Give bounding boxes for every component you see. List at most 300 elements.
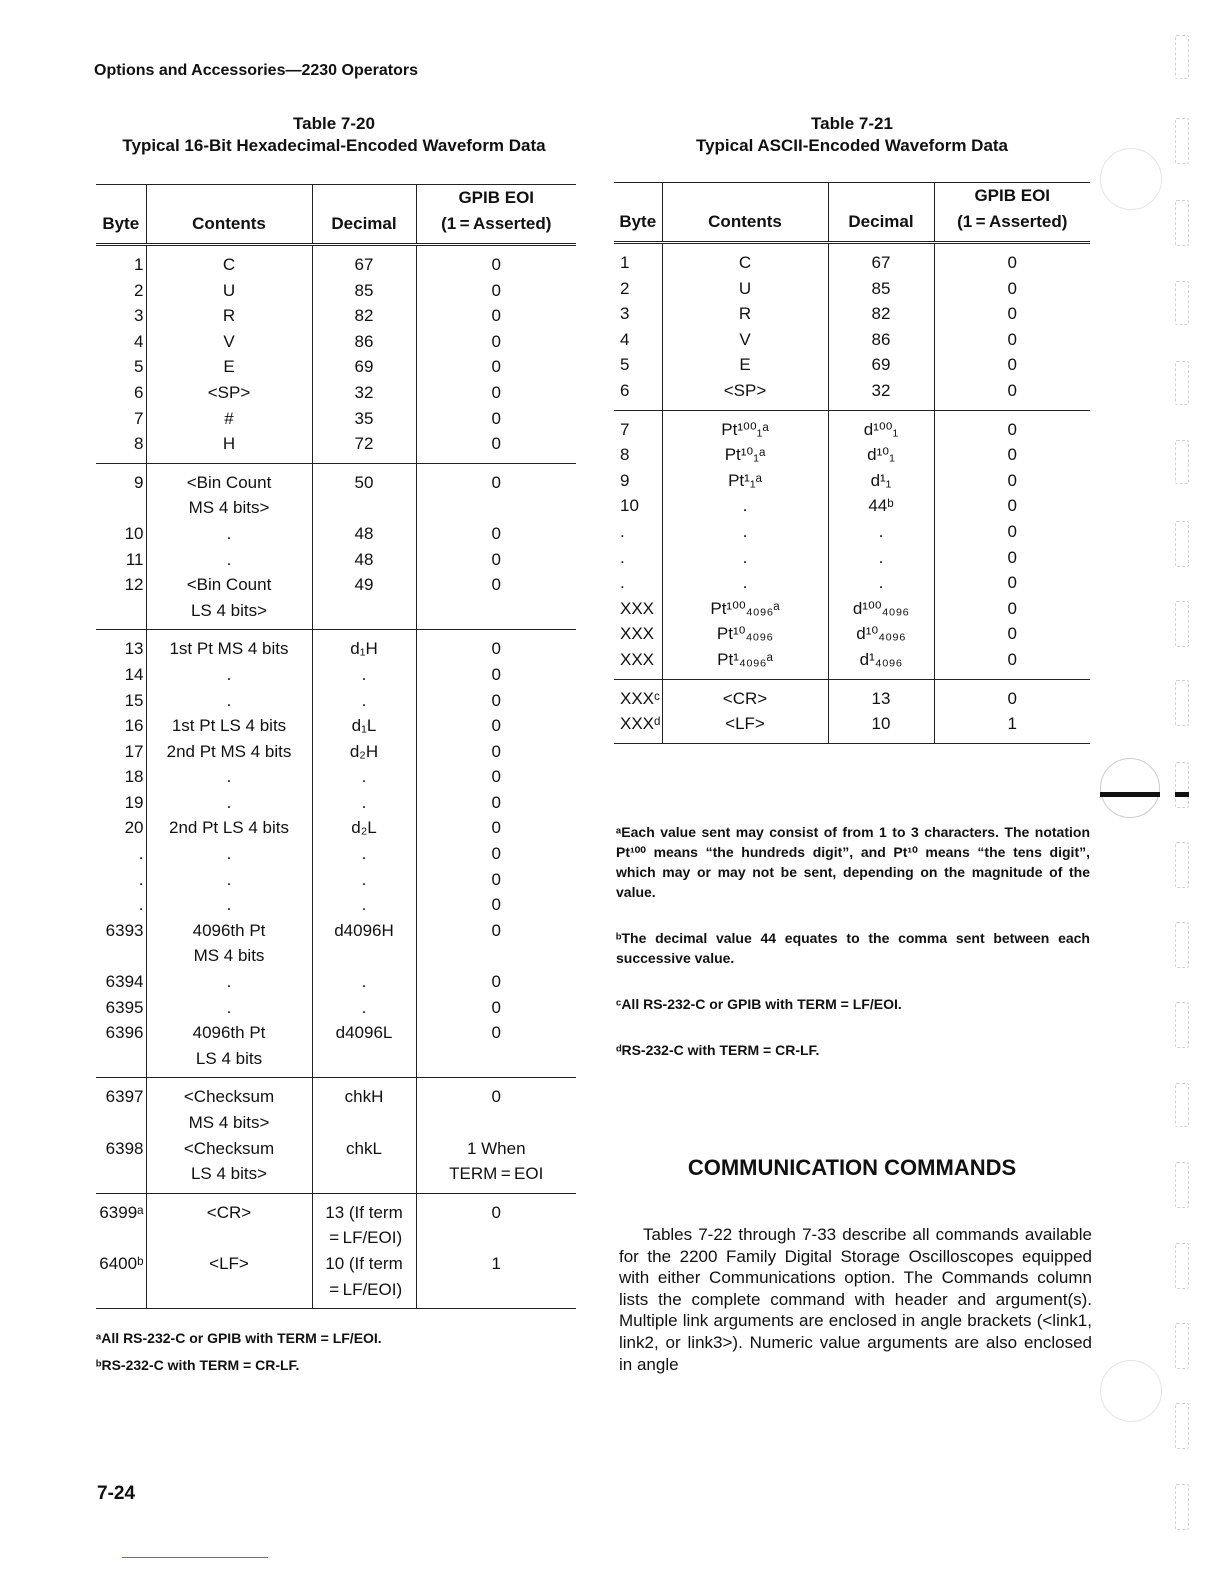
gpib-eoi-cell: 0 <box>934 378 1090 404</box>
contents-cell: C <box>662 250 828 276</box>
table-7-20-caption <box>96 113 572 157</box>
gpib-eoi-cell: 0 <box>416 470 576 496</box>
decimal-cell: d4096L <box>312 1020 416 1046</box>
contents-cell: LS 4 bits> <box>146 598 312 624</box>
margin-tab-mark <box>1175 521 1189 567</box>
byte-cell: 7 <box>620 419 630 439</box>
contents-cell: MS 4 bits <box>146 943 312 969</box>
table-row <box>614 327 1090 353</box>
contents-cell: . <box>662 570 828 596</box>
gpib-eoi-cell: 0 <box>934 570 1090 596</box>
gpib-eoi-cell: 0 <box>934 352 1090 378</box>
contents-cell: <Bin Count <box>146 572 312 598</box>
byte-cell: 4 <box>620 329 630 349</box>
contents-cell: V <box>662 327 828 353</box>
decimal-cell: 44ᵇ <box>828 493 934 519</box>
decimal-cell: chkL <box>312 1136 416 1162</box>
byte-cell: 9 <box>134 472 144 492</box>
gpib-eoi-label: GPIB EOI <box>458 188 535 207</box>
decimal-cell <box>312 1046 416 1072</box>
byte-cell: 2 <box>620 278 630 298</box>
table-row <box>96 354 576 380</box>
margin-tab-mark <box>1175 200 1189 246</box>
contents-cell: E <box>662 352 828 378</box>
gpib-eoi-cell: 0 <box>416 406 576 432</box>
decimal-cell <box>312 1110 416 1136</box>
byte-cell: 15 <box>124 690 144 710</box>
byte-cell: 2 <box>134 280 144 300</box>
decimal-cell: 67 <box>828 250 934 276</box>
table-row <box>614 545 1090 571</box>
gpib-eoi-cell: 0 <box>934 621 1090 647</box>
table-row <box>96 252 576 278</box>
gpib-eoi-cell: TERM = EOI <box>416 1161 576 1187</box>
byte-cell <box>96 943 146 969</box>
decimal-cell: . <box>828 519 934 545</box>
contents-cell: U <box>662 276 828 302</box>
gpib-eoi-cell: 0 <box>416 1084 576 1110</box>
decimal-cell: 48 <box>312 521 416 547</box>
contents-cell: . <box>662 493 828 519</box>
gpib-eoi-cell: 0 <box>416 764 576 790</box>
contents-cell: LS 4 bits> <box>146 1161 312 1187</box>
gpib-eoi-cell: 0 <box>934 442 1090 468</box>
table-row <box>96 406 576 432</box>
table-row <box>96 547 576 573</box>
decimal-cell <box>312 598 416 624</box>
table-row <box>96 495 576 521</box>
contents-cell: 4096th Pt <box>146 918 312 944</box>
byte-cell: 10 <box>124 523 144 543</box>
contents-cell <box>146 1225 312 1251</box>
section-heading: COMMUNICATION COMMANDS <box>687 1155 1017 1180</box>
footnote-c: ᶜAll RS-232-C or GPIB with TERM = LF/EOI. <box>616 996 902 1012</box>
margin-tab-mark <box>1175 680 1189 726</box>
contents-cell: 1st Pt MS 4 bits <box>146 636 312 662</box>
decimal-cell: 67 <box>312 252 416 278</box>
gpib-eoi-cell: 0 <box>934 301 1090 327</box>
table-number: Table 7-20 <box>293 114 375 133</box>
byte-cell: 18 <box>124 767 144 787</box>
gpib-eoi-cell: 0 <box>934 468 1090 494</box>
gpib-eoi-cell: 0 <box>934 686 1090 712</box>
table-row <box>96 739 576 765</box>
decimal-cell: d₂H <box>312 739 416 765</box>
punch-hole-mark <box>1100 758 1160 798</box>
gpib-eoi-cell <box>416 1225 576 1251</box>
table-row-group <box>96 245 576 464</box>
table-row <box>96 867 576 893</box>
contents-cell: MS 4 bits> <box>146 495 312 521</box>
table-row <box>614 686 1090 712</box>
table-row <box>614 442 1090 468</box>
margin-tab-mark <box>1175 440 1189 484</box>
byte-cell: 16 <box>124 716 144 736</box>
byte-cell <box>96 1277 146 1303</box>
punch-hole-mark <box>1100 148 1162 210</box>
footnote-b: ᵇThe decimal value 44 equates to the comma sent between each successive value. <box>616 930 1090 966</box>
gpib-eoi-cell: 0 <box>416 995 576 1021</box>
gpib-eoi-cell: 0 <box>416 572 576 598</box>
table-row <box>96 969 576 995</box>
table-row <box>96 1084 576 1110</box>
decimal-cell: 85 <box>828 276 934 302</box>
table-row <box>614 417 1090 443</box>
table-row <box>96 521 576 547</box>
decimal-cell: . <box>312 790 416 816</box>
gpib-eoi-cell: 0 <box>416 662 576 688</box>
contents-cell: <Checksum <box>146 1136 312 1162</box>
contents-cell: MS 4 bits> <box>146 1110 312 1136</box>
byte-cell: 17 <box>124 741 144 761</box>
contents-cell: 2nd Pt MS 4 bits <box>146 739 312 765</box>
contents-cell: R <box>662 301 828 327</box>
byte-cell: 11 <box>125 549 144 569</box>
byte-cell: 3 <box>620 304 630 324</box>
decimal-cell: . <box>312 764 416 790</box>
margin-tab-mark <box>1175 1162 1189 1208</box>
contents-cell: Pt¹⁰⁰₄₀₉₆ᵃ <box>662 596 828 622</box>
table-row <box>96 943 576 969</box>
decimal-cell: . <box>828 545 934 571</box>
gpib-eoi-cell: 0 <box>416 252 576 278</box>
table-row <box>614 352 1090 378</box>
contents-cell: . <box>662 519 828 545</box>
byte-cell: XXX <box>620 649 655 669</box>
byte-cell: 19 <box>124 792 144 812</box>
decimal-cell: 86 <box>312 329 416 355</box>
table-row <box>96 1020 576 1046</box>
contents-cell: . <box>146 995 312 1021</box>
contents-cell: . <box>146 688 312 714</box>
contents-cell: . <box>146 547 312 573</box>
table-row <box>96 764 576 790</box>
gpib-eoi-cell: 0 <box>416 354 576 380</box>
table-title: Typical 16-Bit Hexadecimal-Encoded Waveform Data <box>122 136 546 155</box>
table-7-20-footnotes <box>96 1328 576 1382</box>
gpib-eoi-cell: 0 <box>934 493 1090 519</box>
table-row <box>96 572 576 598</box>
gpib-eoi-cell: 0 <box>416 1020 576 1046</box>
byte-cell <box>96 495 146 521</box>
table-row <box>96 1136 576 1162</box>
contents-cell: <LF> <box>146 1251 312 1277</box>
gpib-eoi-cell: 0 <box>416 329 576 355</box>
decimal-cell: = LF/EOI) <box>312 1225 416 1251</box>
gpib-eoi-cell: 0 <box>416 303 576 329</box>
contents-cell: <CR> <box>146 1200 312 1226</box>
byte-cell: XXXᵈ <box>620 714 661 734</box>
table-row <box>96 841 576 867</box>
contents-cell: . <box>146 764 312 790</box>
margin-tab-mark <box>1175 1083 1189 1127</box>
contents-cell: . <box>146 662 312 688</box>
contents-cell: <Bin Count <box>146 470 312 496</box>
decimal-cell: . <box>312 969 416 995</box>
byte-cell: 4 <box>134 331 144 351</box>
table-row <box>96 995 576 1021</box>
table-row <box>96 636 576 662</box>
table-row <box>96 1251 576 1277</box>
gpib-eoi-cell: 1 When <box>416 1136 576 1162</box>
decimal-cell: 85 <box>312 278 416 304</box>
table-row-group <box>96 1078 576 1193</box>
table-row <box>614 250 1090 276</box>
margin-tab-mark <box>1175 1484 1189 1530</box>
column-header-gpib-eoi <box>416 185 576 245</box>
decimal-cell: 50 <box>312 470 416 496</box>
byte-cell: . <box>138 895 144 915</box>
table-row <box>614 468 1090 494</box>
decimal-cell: 13 <box>828 686 934 712</box>
decimal-cell: d4096H <box>312 918 416 944</box>
table-row <box>96 688 576 714</box>
gpib-eoi-cell: 0 <box>934 276 1090 302</box>
decimal-cell: 10 <box>828 711 934 737</box>
decimal-cell: 82 <box>312 303 416 329</box>
table-row <box>96 662 576 688</box>
gpib-eoi-cell: 0 <box>416 841 576 867</box>
table-row <box>96 329 576 355</box>
table-row <box>96 278 576 304</box>
decimal-cell: d₂L <box>312 815 416 841</box>
page-number: 7-24 <box>97 1483 136 1504</box>
table-number: Table 7-21 <box>811 114 893 133</box>
table-row <box>96 918 576 944</box>
margin-bar-mark <box>1175 792 1189 797</box>
decimal-cell: chkH <box>312 1084 416 1110</box>
byte-cell <box>96 598 146 624</box>
gpib-eoi-cell: 1 <box>416 1251 576 1277</box>
margin-tab-mark <box>1175 762 1189 808</box>
contents-cell: <Checksum <box>146 1084 312 1110</box>
byte-cell: 8 <box>134 434 144 454</box>
contents-cell: 1st Pt LS 4 bits <box>146 713 312 739</box>
table-row-group <box>614 243 1090 411</box>
byte-cell <box>96 1225 146 1251</box>
decimal-cell: d¹₁ <box>828 468 934 494</box>
byte-cell: 6396 <box>105 1023 144 1043</box>
table-row <box>614 570 1090 596</box>
gpib-eoi-cell: 0 <box>416 380 576 406</box>
contents-cell: LS 4 bits <box>146 1046 312 1072</box>
decimal-cell: . <box>312 892 416 918</box>
margin-tab-mark <box>1175 842 1189 888</box>
table-row-group <box>614 679 1090 743</box>
byte-cell: 1 <box>620 253 630 272</box>
decimal-cell: . <box>312 995 416 1021</box>
contents-cell: 4096th Pt <box>146 1020 312 1046</box>
byte-cell: 20 <box>124 818 144 838</box>
decimal-cell: 48 <box>312 547 416 573</box>
byte-cell: 6393 <box>105 920 144 940</box>
table-row-group <box>614 410 1090 679</box>
byte-cell <box>96 1110 146 1136</box>
margin-tab-mark <box>1175 1323 1189 1369</box>
gpib-eoi-cell: 0 <box>934 250 1090 276</box>
column-header-contents: Contents <box>146 185 312 245</box>
decimal-cell: 82 <box>828 301 934 327</box>
gpib-eoi-cell: 0 <box>416 521 576 547</box>
decimal-cell: = LF/EOI) <box>312 1277 416 1303</box>
margin-tab-mark <box>1175 1403 1189 1449</box>
contents-cell: . <box>662 545 828 571</box>
contents-cell: 2nd Pt LS 4 bits <box>146 815 312 841</box>
gpib-eoi-cell: 0 <box>416 739 576 765</box>
decimal-cell: . <box>828 570 934 596</box>
table-row <box>96 1225 576 1251</box>
column-header-byte: Byte <box>614 183 662 243</box>
byte-cell: XXX <box>620 624 655 644</box>
gpib-eoi-cell <box>416 1110 576 1136</box>
byte-cell: 14 <box>124 664 144 684</box>
gpib-eoi-cell <box>416 598 576 624</box>
byte-cell: . <box>620 547 625 567</box>
gpib-eoi-cell: 0 <box>416 892 576 918</box>
byte-cell: 12 <box>124 575 144 595</box>
table-row <box>614 519 1090 545</box>
table-row <box>96 470 576 496</box>
gpib-eoi-cell: 0 <box>416 278 576 304</box>
byte-cell: 6 <box>134 382 144 402</box>
asserted-label: (1 = Asserted) <box>441 214 552 233</box>
contents-cell: C <box>146 252 312 278</box>
contents-cell: <LF> <box>662 711 828 737</box>
decimal-cell: 86 <box>828 327 934 353</box>
byte-cell: . <box>138 844 144 864</box>
footnote-b: ᵇRS-232-C with TERM = CR-LF. <box>96 1357 300 1373</box>
margin-tab-mark <box>1175 1002 1189 1048</box>
byte-cell: 1 <box>134 255 144 274</box>
margin-tab-mark <box>1175 922 1189 968</box>
gpib-eoi-cell: 0 <box>416 1200 576 1226</box>
gpib-eoi-cell: 0 <box>416 547 576 573</box>
byte-cell: 6399ᵃ <box>99 1202 144 1222</box>
decimal-cell: . <box>312 688 416 714</box>
decimal-cell: d₁L <box>312 713 416 739</box>
decimal-cell: d¹⁰⁰₁ <box>828 417 934 443</box>
gpib-eoi-cell: 0 <box>934 596 1090 622</box>
table-7-20 <box>96 184 576 1309</box>
decimal-cell: 32 <box>312 380 416 406</box>
decimal-cell: 13 (If term <box>312 1200 416 1226</box>
gpib-eoi-cell: 0 <box>934 417 1090 443</box>
margin-tab-mark <box>1175 361 1189 405</box>
table-row <box>614 301 1090 327</box>
gpib-eoi-cell: 0 <box>416 918 576 944</box>
byte-cell <box>96 1046 146 1072</box>
byte-cell: 3 <box>134 306 144 326</box>
margin-tab-mark <box>1175 281 1189 325</box>
gpib-eoi-cell: 0 <box>416 431 576 457</box>
decimal-cell: 49 <box>312 572 416 598</box>
byte-cell: 6 <box>620 380 630 400</box>
decimal-cell <box>312 943 416 969</box>
byte-cell: 7 <box>134 408 144 428</box>
table-row <box>614 711 1090 737</box>
asserted-label: (1 = Asserted) <box>957 212 1068 231</box>
contents-cell: Pt¹⁰⁰₁ᵃ <box>662 417 828 443</box>
byte-cell: 13 <box>124 639 144 659</box>
decimal-cell <box>312 1161 416 1187</box>
margin-tab-mark <box>1175 1243 1189 1289</box>
table-7-21 <box>614 182 1090 744</box>
table-row <box>96 1161 576 1187</box>
gpib-eoi-cell <box>416 943 576 969</box>
contents-cell: # <box>146 406 312 432</box>
table-row-group <box>96 630 576 1078</box>
margin-tab-mark <box>1175 118 1189 164</box>
gpib-eoi-cell: 0 <box>416 688 576 714</box>
decimal-cell: d¹₄₀₉₆ <box>828 647 934 673</box>
table-7-21-caption <box>614 113 1090 157</box>
byte-cell: 6398 <box>105 1138 144 1158</box>
gpib-eoi-cell: 0 <box>416 867 576 893</box>
byte-cell: 6400ᵇ <box>99 1253 144 1273</box>
gpib-eoi-cell: 0 <box>416 790 576 816</box>
table-row <box>614 378 1090 404</box>
gpib-eoi-cell: 0 <box>416 969 576 995</box>
table-row <box>614 493 1090 519</box>
section-body: Tables 7-22 through 7-33 describe all commands available for the 2200 Family Digital Storage Oscilloscopes equipped with either Communications option. The Commands column lists the complete command with header and argument(s). Multiple link arguments are enclosed in angle brackets (<link1, link2, or link3>). Numeric value arguments are also enclosed in angle <box>619 1225 1092 1374</box>
contents-cell: R <box>146 303 312 329</box>
contents-cell: V <box>146 329 312 355</box>
contents-cell: . <box>146 790 312 816</box>
byte-cell: . <box>620 573 625 593</box>
decimal-cell: . <box>312 867 416 893</box>
decimal-cell: d¹⁰₁ <box>828 442 934 468</box>
table-row <box>96 1110 576 1136</box>
table-row <box>614 596 1090 622</box>
running-header: Options and Accessories—2230 Operators <box>94 62 418 79</box>
contents-cell: Pt¹⁰₁ᵃ <box>662 442 828 468</box>
group-spacer <box>96 245 576 253</box>
decimal-cell: 32 <box>828 378 934 404</box>
gpib-eoi-cell <box>416 1277 576 1303</box>
decimal-cell: d₁H <box>312 636 416 662</box>
byte-cell: XXX <box>620 598 655 618</box>
column-header-decimal: Decimal <box>312 185 416 245</box>
table-row-group <box>96 463 576 630</box>
table-row <box>96 713 576 739</box>
byte-cell: XXXᶜ <box>620 688 661 708</box>
contents-cell: . <box>146 867 312 893</box>
byte-cell: 6394 <box>105 972 144 992</box>
table-row <box>96 598 576 624</box>
decimal-cell: . <box>312 662 416 688</box>
byte-cell: 5 <box>134 357 144 377</box>
contents-cell: Pt¹₄₀₉₆ᵃ <box>662 647 828 673</box>
margin-tab-mark <box>1175 35 1189 79</box>
footer-rule <box>122 1557 268 1558</box>
decimal-cell: 72 <box>312 431 416 457</box>
group-spacer <box>614 243 1090 251</box>
contents-cell: <CR> <box>662 686 828 712</box>
table-row <box>96 1046 576 1072</box>
margin-tab-mark <box>1175 601 1189 647</box>
column-header-gpib-eoi <box>934 183 1090 243</box>
contents-cell: <SP> <box>662 378 828 404</box>
byte-cell: 6397 <box>105 1087 144 1107</box>
contents-cell: Pt¹⁰₄₀₉₆ <box>662 621 828 647</box>
table-row <box>96 303 576 329</box>
contents-cell: . <box>146 841 312 867</box>
table-row <box>614 647 1090 673</box>
column-header-contents: Contents <box>662 183 828 243</box>
gpib-eoi-cell <box>416 1046 576 1072</box>
gpib-eoi-cell: 0 <box>934 545 1090 571</box>
gpib-eoi-cell: 0 <box>416 713 576 739</box>
